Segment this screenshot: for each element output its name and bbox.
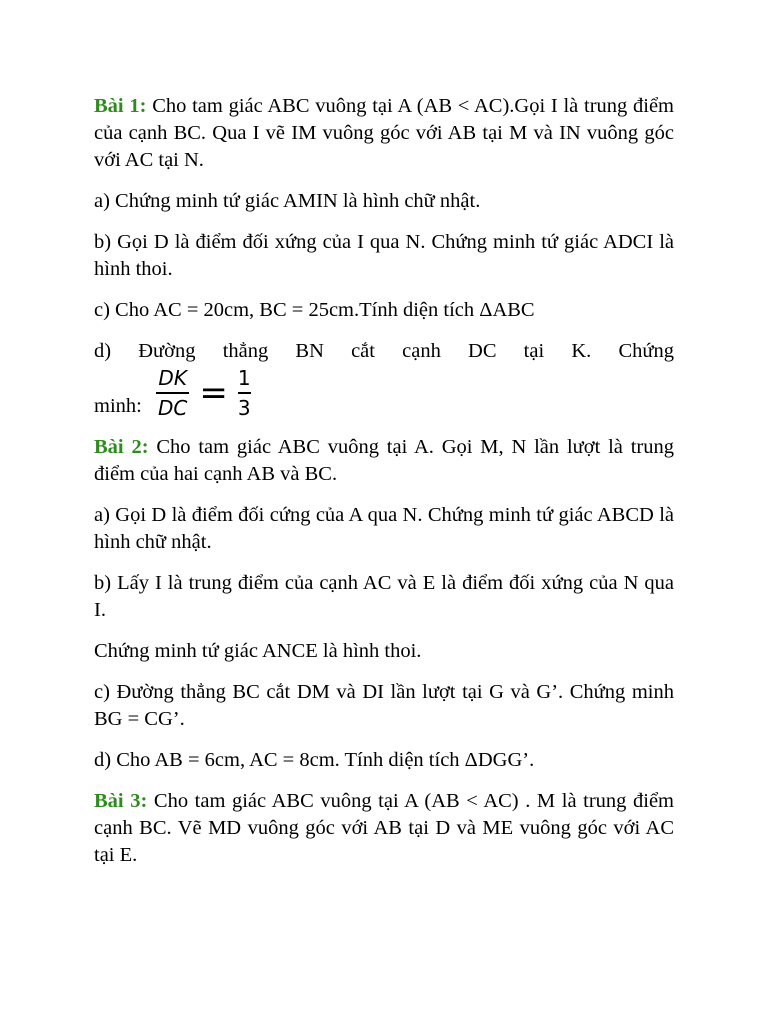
bai1-intro [94,93,674,174]
document-page [94,93,674,883]
d-word: Chứng [618,340,674,362]
d-word: BN [295,340,324,362]
d-word: cắt [351,340,375,362]
bai2-part-a: a) Gọi D là điểm đối cứng của A qua N. Chứng minh tứ giác ABCD là hình chữ nhật. [94,504,674,553]
d-word: cạnh [402,340,441,362]
bai1-part-d-line2: minh: [94,395,142,417]
bai3-intro-text: Cho tam giác ABC vuông tại A (AB < AC) . M là trung điểm cạnh BC. Vẽ MD vuông góc với AB tại D và ME vuông góc với AC tại E. [94,790,674,866]
bai1-intro-text: Cho tam giác ABC vuông tại A (AB < AC).Gọi I là trung điểm của cạnh BC. Qua I vẽ IM vuông góc với AB tại M và IN vuông góc với AC tại N. [94,95,675,171]
bai1-part-d-line1 [94,338,674,365]
bai3-label: Bài 3: [94,790,148,812]
bai3-intro [94,788,674,869]
fraction-one-third [238,366,251,420]
fraction-denominator: DC [158,396,188,420]
fraction-bar [238,392,251,394]
d-word: thẳng [222,340,269,362]
bai2-part-d: d) Cho AB = 6cm, AC = 8cm. Tính diện tích ΔDGG’. [94,749,535,771]
d-word: K. [571,340,592,362]
fraction-denominator: 3 [237,396,251,420]
equals-sign: = [199,373,228,413]
fraction-bar [156,392,189,394]
fraction-dk-dc [156,366,189,420]
d-word: d) [94,340,112,362]
bai1-part-c: c) Cho AC = 20cm, BC = 25cm.Tính diện tích ΔABC [94,299,535,321]
d-word: Đường [138,340,196,362]
bai2-label: Bài 2: [94,436,149,458]
fraction-numerator: DK [158,366,187,390]
bai1-label: Bài 1: [94,95,147,117]
bai1-part-a: a) Chứng minh tứ giác AMIN là hình chữ nhật. [94,190,481,212]
bai2-part-b-continued: Chứng minh tứ giác ANCE là hình thoi. [94,640,422,662]
bai1-part-d [94,338,674,420]
d-word: tại [523,340,545,362]
ratio-formula [156,366,251,420]
bai2-intro [94,434,674,488]
bai1-part-b: b) Gọi D là điểm đối xứng của I qua N. Chứng minh tứ giác ADCI là hình thoi. [94,231,674,280]
bai2-part-b: b) Lấy I là trung điểm của cạnh AC và E là điểm đối xứng của N qua I. [94,572,674,621]
bai2-intro-text: Cho tam giác ABC vuông tại A. Gọi M, N lần lượt là trung điểm của hai cạnh AB và BC. [94,436,674,485]
d-word: DC [468,340,497,362]
bai2-part-c: c) Đường thẳng BC cắt DM và DI lần lượt tại G và G’. Chứng minh BG = CG’. [94,681,674,730]
fraction-numerator: 1 [237,366,251,390]
